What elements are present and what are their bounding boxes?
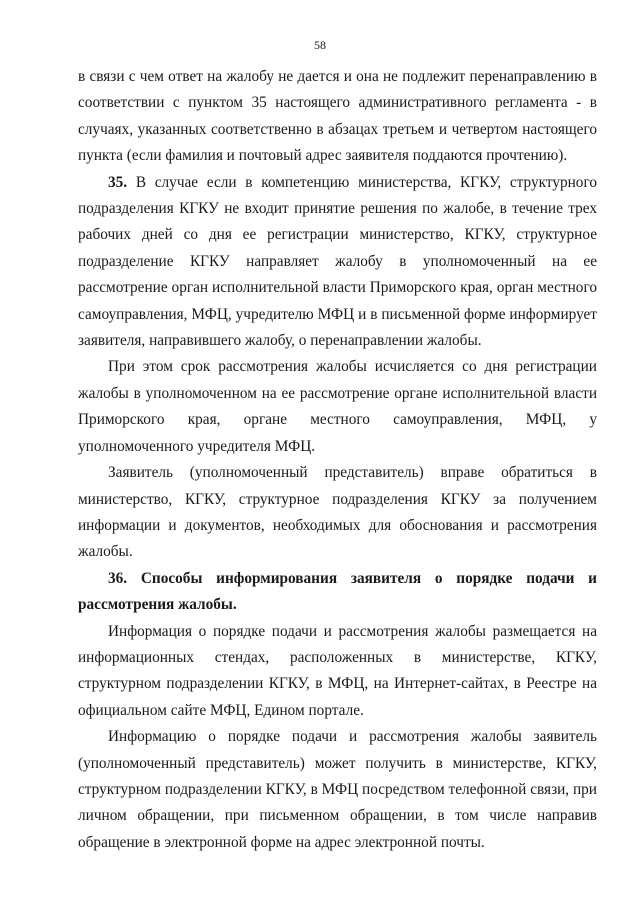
paragraph-info-channels: Информацию о порядке подачи и рассмотрения жалобы заявитель (уполномоченный представитель) может получить в министерстве, КГКУ, структурном подразделении КГКУ, в МФЦ посредством телефонной связи, при личном обращении, при письменном обращении, в том числе направив обращение в электронной форме на адрес электронной почты. bbox=[78, 728, 597, 851]
paragraph-applicant-right: Заявитель (уполномоченный представитель) вправе обратиться в министерство, КГКУ, структурное подразделения КГКУ за получением информации и документов, необходимых для обоснования и рассмотрения жалобы. bbox=[78, 464, 597, 561]
paragraph-info-placement: Информация о порядке подачи и рассмотрения жалобы размещается на информационных стендах, расположенных в министерстве, КГКУ, структурном подразделении КГКУ, в МФЦ, на Интернет-сайтах, в Реестре на официальном сайте МФЦ, Едином портале. bbox=[78, 622, 597, 719]
document-body bbox=[78, 64, 597, 856]
paragraph-term: При этом срок рассмотрения жалобы исчисляется со дня регистрации жалобы в уполномоченном на ее рассмотрение органе исполнительной власти Приморского края, органе местного самоуправления, МФЦ, у уполномоченного учредителя МФЦ. bbox=[78, 358, 597, 455]
paragraph-35 bbox=[78, 170, 597, 355]
page-number: 58 bbox=[314, 38, 326, 52]
paragraph-35-text: В случае если в компетенцию министерства, КГКУ, структурного подразделения КГКУ не входит принятие решения по жалобе, в течение трех рабочих дней со дня ее регистрации министерство, КГКУ, структурное подразделение КГКУ направляет жалобу в уполномоченный на ее рассмотрение орган исполнительной власти Приморского края, орган местного самоуправления, МФЦ, учредителю МФЦ и в письменной форме информирует заявителя, направившего жалобу, о перенаправлении жалобы. bbox=[78, 173, 597, 350]
clause-number-35: 35. bbox=[108, 173, 128, 191]
paragraph-continuation: в связи с чем ответ на жалобу не дается и она не подлежит перенаправлению в соответствии с пунктом 35 настоящего административного регламента - в случаях, указанных соответственно в абзацах третьем и четвертом настоящего пункта (если фамилия и почтовый адрес заявителя поддаются прочтению). bbox=[78, 68, 597, 165]
section-heading-36: 36. Способы информирования заявителя о порядке подачи и рассмотрения жалобы. bbox=[78, 569, 597, 614]
